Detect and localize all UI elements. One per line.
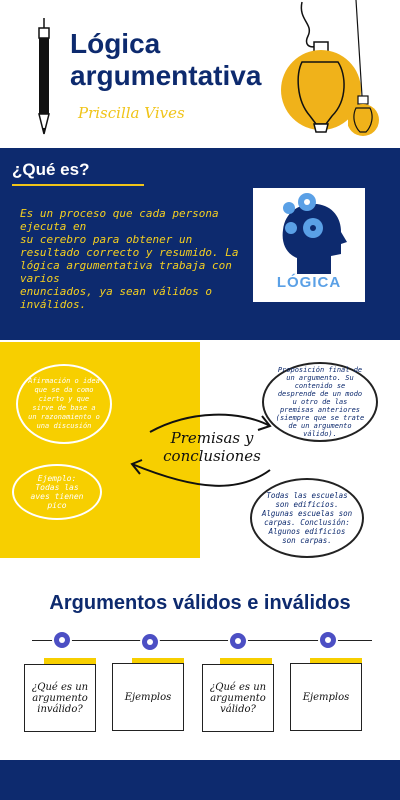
conclusion-definition: Proposición final de un argumento. Su contenido se desprende de un modo u otro de las premisas anteriores (siempre que se trate de un argumento válido). <box>262 362 378 442</box>
card-ejemplos-valido: Ejemplos <box>290 663 362 731</box>
timeline-dot <box>228 631 248 651</box>
logic-head-image <box>253 188 365 302</box>
small-lightbulb-icon <box>348 0 388 142</box>
card-ejemplos-invalido: Ejemplos <box>112 663 184 731</box>
que-es-title: ¿Qué es? <box>12 160 90 179</box>
premisa-example: Ejemplo: Todas las aves tienen pico <box>12 464 102 520</box>
head-gears-icon <box>253 188 365 278</box>
card-argumento-valido: ¿Qué es un argumento válido? <box>202 664 274 732</box>
title-underline <box>12 184 144 186</box>
author-name: Priscilla Vives <box>78 104 185 122</box>
timeline-dot <box>140 632 160 652</box>
timeline-dot <box>318 630 338 650</box>
page-title: Lógica argumentativa <box>70 28 262 91</box>
premisa-definition: Afirmación o idea que se da como cierto y que sirve de base a un razonamiento o una discusión <box>16 364 112 444</box>
timeline-dot <box>52 630 72 650</box>
premisas-conclusiones-label: Premisas y conclusiones <box>163 429 261 465</box>
que-es-text: Es un proceso que cada persona ejecuta en su cerebro para obtener un resultado correcto y resumido. La lógica argumentativa trabaja con varios enunciados, ya sean válidos o inválidos. <box>20 207 239 311</box>
conclusion-example: Todas las escuelas son edificios. Algunas escuelas son carpas. Conclusión: Algunos edificios son carpas. <box>250 478 364 558</box>
pencil-icon <box>32 18 56 138</box>
footer-band <box>0 760 400 800</box>
logic-label: LÓGICA <box>276 274 342 291</box>
card-argumento-invalido: ¿Qué es un argumento inválido? <box>24 664 96 732</box>
argumentos-title: Argumentos válidos e inválidos <box>49 592 351 614</box>
